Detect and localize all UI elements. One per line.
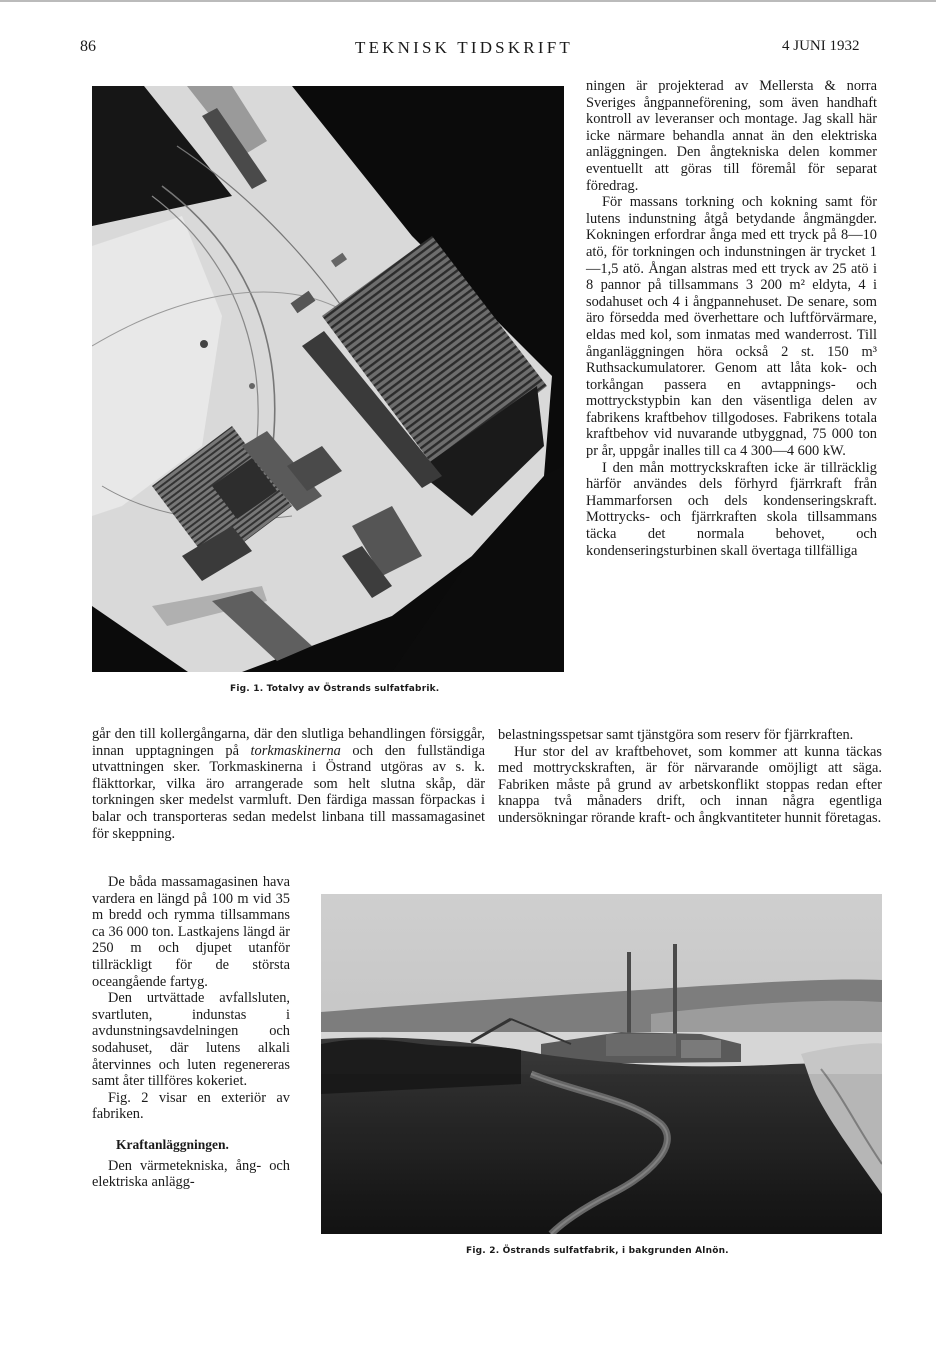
landscape-photo-graphic [321,894,882,1234]
left-paragraph-1-end: och den fullständiga utvattningen sker. Torkmaskinerna i Östrand utgöras av s. k. fläkttorkar, vilka äro arrangerade som helt slutna skåp, där torkningen sker medelst varmluft. Den färdiga massan förpackas i balar och transporteras sedan medelst linbana till massamagasinet för skeppning. [92,742,485,842]
section-heading: Kraftanläggningen. [116,1136,229,1152]
left-paragraph-3: Den urtvättade avfallsluten, svartluten, indunstas i avdunstningsavdelningen och sodahuset, där lutens alkali återvinnes och luten regenereras samt åter tillföres kokeriet. [92,990,290,1090]
left-column-wide-text [92,726,485,842]
scan-top-edge [0,0,936,2]
figure-1-aerial-photo [92,86,564,672]
right-column-bottom-text [498,727,882,827]
right-paragraph-1: ningen är projekterad av Mellersta & norra Sveriges ångpanneförening, som även handhaft kontroll av leveranser och montage. Jag skall här icke närmare behandla annat än den elektriska anläggningen. Den ångtekniska delen kommer eventuellt att göras till föremål för separat föredrag. [586,78,877,194]
figure-2-landscape-photo [321,894,882,1234]
journal-title: TEKNISK TIDSKRIFT [355,38,573,57]
left-paragraph-2: De båda massamagasinen hava vardera en längd på 100 m vid 35 m bredd och rymma tillsammans ca 36 000 ton. Lastkajens längd är 250 m och djupet utanför tillräckligt för de största oceangående fartyg. [92,874,290,990]
issue-date: 4 JUNI 1932 [782,38,860,54]
figure-1-caption: Fig. 1. Totalvy av Östrands sulfatfabrik. [230,684,440,694]
left-paragraph-4: Fig. 2 visar en exteriör av fabriken. [92,1089,290,1123]
left-paragraph-5: Den värmetekniska, ång- och elektriska anlägg- [92,1157,290,1191]
page-number: 86 [80,38,96,55]
left-paragraph-1 [92,726,485,842]
left-column-narrow-text [92,874,290,1191]
left-paragraph-1-italic: torkmaskinerna [250,742,341,759]
right-paragraph-3a: I den mån mottryckskraften icke är tillräcklig härför användes dels förhyrd fjärrkraft från Hammarforsen och dels kondenseringskraft. Mottrycks- och fjärrkraften skola tillsammans täcka det normala behovet, och kondenseringsturbinen skall övertaga tillfälliga [586,459,877,559]
right-paragraph-3b: belastningsspetsar samt tjänstgöra som reserv för fjärrkraften. [498,727,854,743]
left-paragraph-1-start: går den till kollergångarna, där den slutliga behandlingen försiggår, innan upptagningen på [92,726,485,759]
figure-2-caption: Fig. 2. Östrands sulfatfabrik, i bakgrunden Alnön. [466,1246,729,1256]
right-column-text [586,78,877,559]
right-paragraph-2: För massans torkning och kokning samt för lutens indunstning åtgå betydande ångmängder. Kokningen erfordrar ånga med ett tryck på 8—10 atö, för torkningen och indunstningen är trycket 1—1,5 atö. Ångan alstras med ett tryck av 25 atö i 8 pannor på tillsammans 3 200 m² eldyta, 4 i sodahuset och 4 i ångpannehuset. De senare, som äro försedda med överhettare och luftförvärmare, eldas med kol, som inmatas med wanderrost. Till ånganläggningen höra också 2 st. 150 m³ Ruthsackumulatorer. Genom att låta kok- och torkångan passera en avtappnings- och mottryckstурbin kan den väsentliga delen av fabrikens kraftbehov tillgodoses. Fabrikens totala kraftbehov vid nuvarande utbyggnad, 75 000 ton pr år, uppgår inalles till ca 4 300—4 600 kW. [586,194,877,460]
right-paragraph-4: Hur stor del av kraftbehovet, som kommer att kunna täckas med mottryckskraften, är för närvarande omöjligt att säga. Fabriken måste på grund av arbetskonflikt stoppas redan efter knappa två månaders drift, och innan några egentliga undersökningar rörande kraft- och ångkvantiteter hunnit företagas. [498,743,882,826]
aerial-photo-graphic [92,86,564,672]
